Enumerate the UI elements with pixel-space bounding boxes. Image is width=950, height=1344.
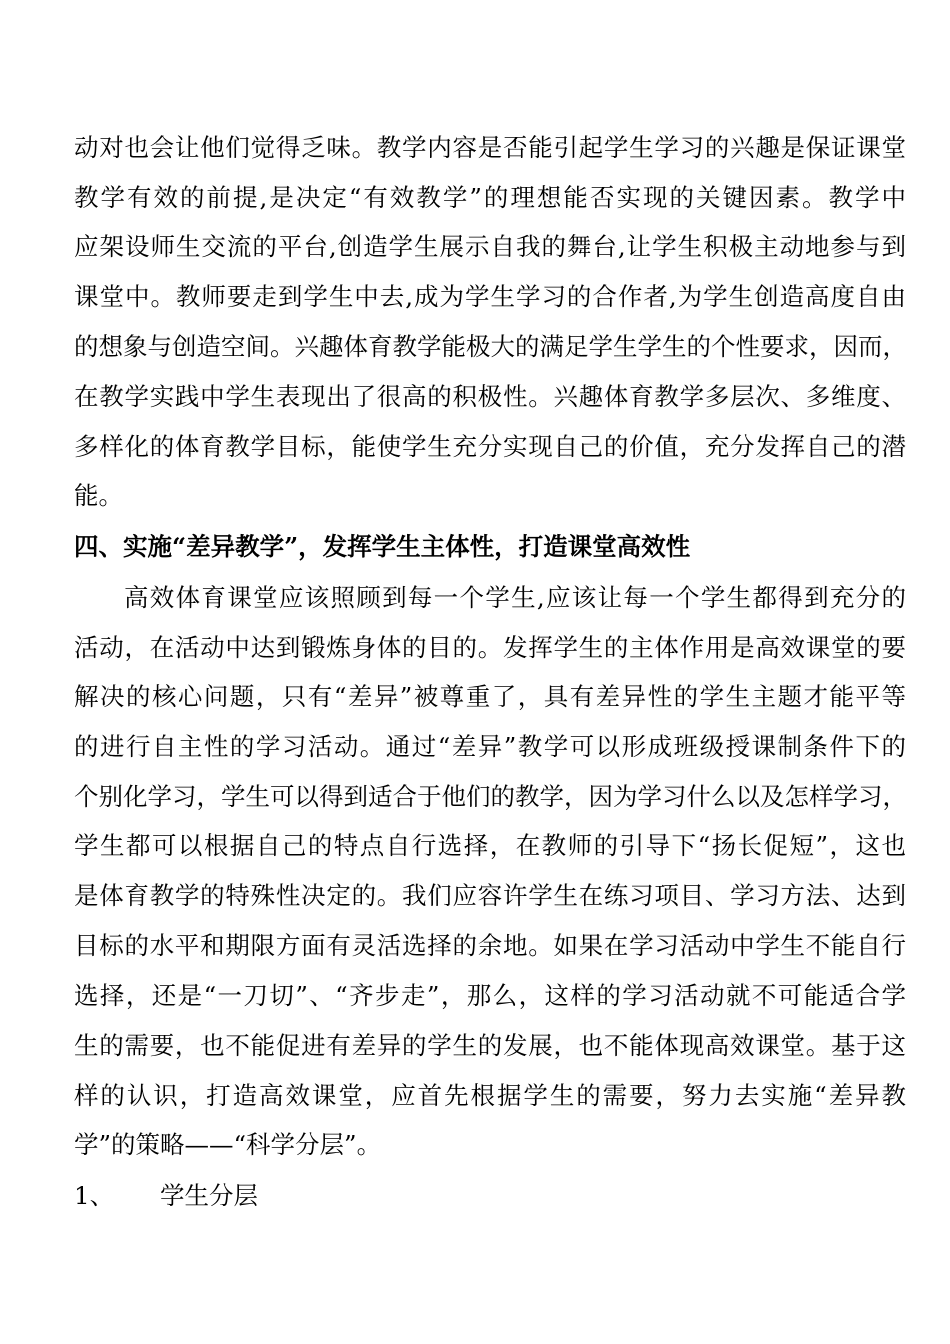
paragraph-line: 教学有效的前提,是决定“有效教学”的理想能否实现的关键因素。教学中	[74, 183, 906, 212]
paragraph-line: 在教学实践中学生表现出了很高的积极性。兴趣体育教学多层次、多维度、	[74, 382, 906, 411]
paragraph-line: 多样化的体育教学目标，能使学生充分实现自己的价值，充分发挥自己的潜	[74, 432, 906, 461]
paragraph-line: 课堂中。教师要走到学生中去,成为学生学习的合作者,为学生创造高度自由	[74, 282, 906, 311]
paragraph-line: 学”的策略——“科学分层”。	[74, 1130, 382, 1159]
paragraph-line: 的进行自主性的学习活动。通过“差异”教学可以形成班级授课制条件下的	[74, 732, 906, 761]
paragraph-line: 样的认识，打造高效课堂，应首先根据学生的需要，努力去实施“差异教	[74, 1081, 906, 1110]
paragraph-line: 选择，还是“一刀切”、“齐步走”，那么，这样的学习活动就不可能适合学	[74, 981, 906, 1010]
paragraph-line: 目标的水平和期限方面有灵活选择的余地。如果在学习活动中学生不能自行	[74, 931, 906, 960]
paragraph-line: 是体育教学的特殊性决定的。我们应容许学生在练习项目、学习方法、达到	[74, 881, 906, 910]
paragraph-line: 应架设师生交流的平台,创造学生展示自我的舞台,让学生积极主动地参与到	[74, 232, 906, 261]
paragraph-line: 学生都可以根据自己的特点自行选择，在教师的引导下“扬长促短”，这也	[74, 831, 906, 860]
paragraph-line: 的想象与创造空间。兴趣体育教学能极大的满足学生学生的个性要求，因而，	[74, 332, 907, 361]
paragraph-line: 动对也会让他们觉得乏味。教学内容是否能引起学生学习的兴趣是保证课堂	[74, 133, 906, 162]
paragraph-line: 个别化学习，学生可以得到适合于他们的教学，因为学习什么以及怎样学习，	[74, 782, 907, 811]
paragraph-line: 高效体育课堂应该照顾到每一个学生,应该让每一个学生都得到充分的	[124, 583, 906, 612]
paragraph-line: 活动，在活动中达到锻炼身体的目的。发挥学生的主体作用是高效课堂的要	[74, 633, 906, 662]
paragraph-line: 解决的核心问题，只有“差异”被尊重了，具有差异性的学生主题才能平等	[74, 682, 906, 711]
section-heading: 四、实施“差异教学”，发挥学生主体性，打造课堂高效性	[74, 532, 691, 561]
paragraph-line: 能。	[74, 481, 123, 510]
paragraph-line: 生的需要，也不能促进有差异的学生的发展，也不能体现高效课堂。基于这	[74, 1031, 906, 1060]
list-item-number: 1、	[74, 1181, 115, 1210]
list-item-text: 学生分层	[160, 1181, 258, 1210]
